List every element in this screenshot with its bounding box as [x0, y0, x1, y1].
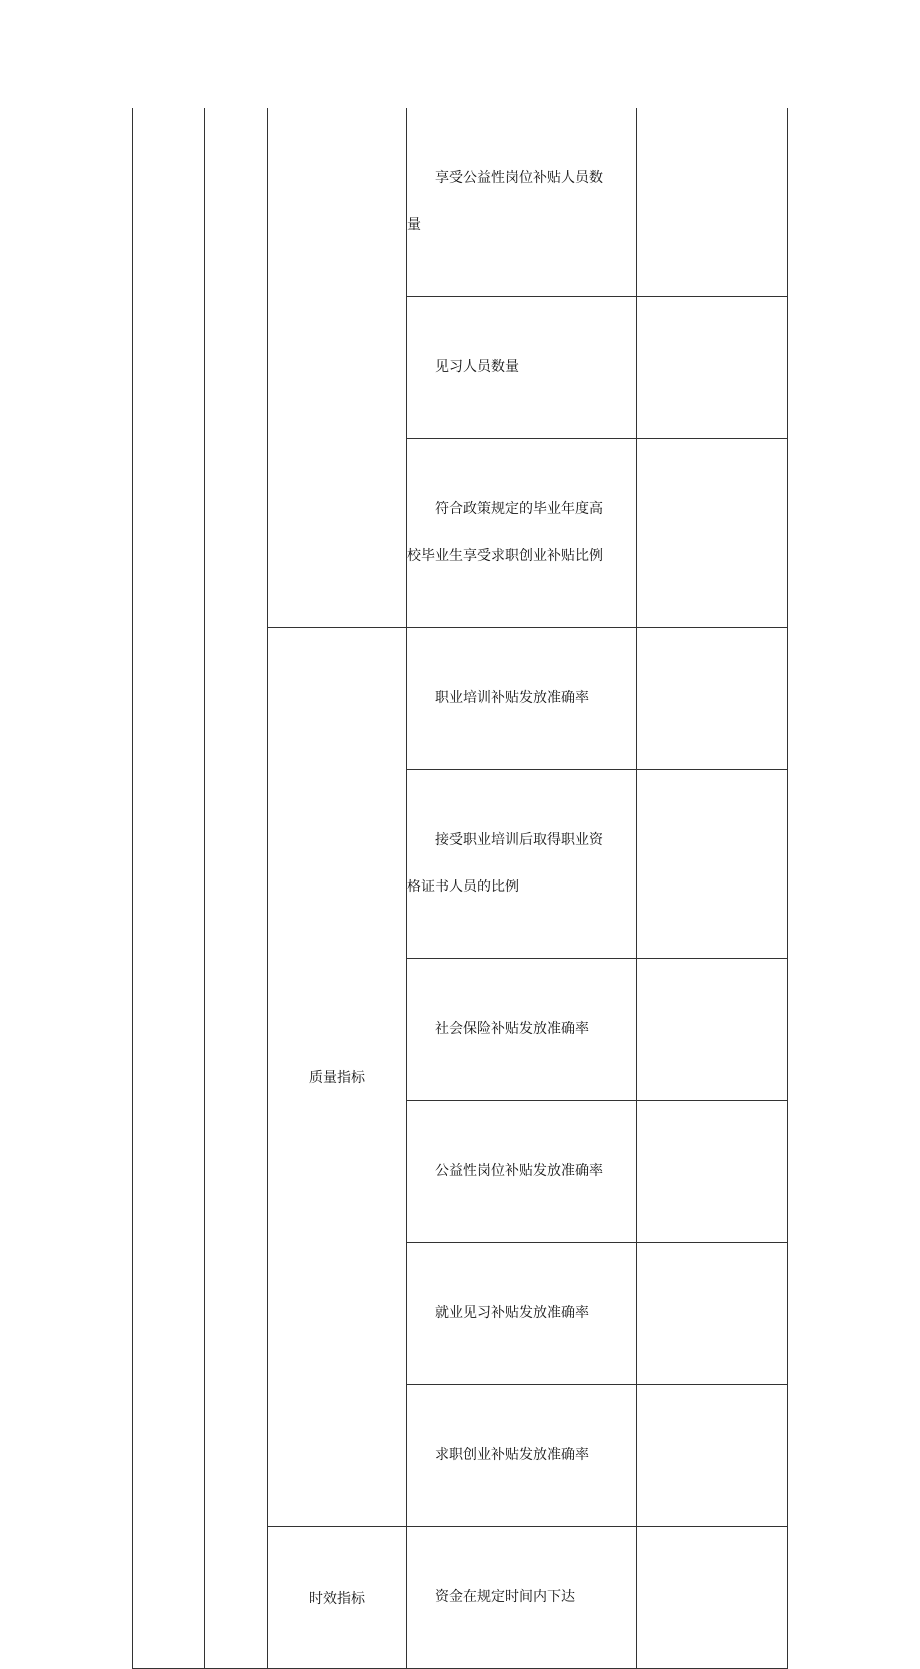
indicator-cell [407, 439, 637, 628]
indicator-text: 资金在规定时间内下达 [407, 1589, 575, 1605]
value-cell [637, 959, 788, 1101]
category-label: 时效指标 [309, 1590, 365, 1607]
outer-category-cell [133, 108, 205, 1669]
value-cell [637, 1385, 788, 1527]
indicator-cell [407, 108, 637, 297]
value-cell [637, 108, 788, 297]
indicator-cell [407, 628, 637, 770]
indicator-cell [407, 770, 637, 959]
indicator-cell [407, 1385, 637, 1527]
indicator-text: 见习人员数量 [407, 359, 519, 375]
quality-category-cell [268, 628, 407, 1527]
indicator-text: 享受公益性岗位补贴人员数量 [407, 170, 603, 233]
indicator-text: 就业见习补贴发放准确率 [407, 1305, 589, 1321]
sub-category-cell [205, 108, 268, 1669]
indicator-cell [407, 1243, 637, 1385]
value-cell [637, 1243, 788, 1385]
quantity-category-cell [268, 108, 407, 628]
indicator-table [132, 108, 788, 1669]
value-cell [637, 1527, 788, 1669]
indicator-text: 社会保险补贴发放准确率 [407, 1021, 589, 1037]
value-cell [637, 628, 788, 770]
timeliness-category-cell [268, 1527, 407, 1669]
category-label: 质量指标 [309, 1070, 365, 1086]
indicator-text: 符合政策规定的毕业年度高校毕业生享受求职创业补贴比例 [407, 501, 603, 564]
value-cell [637, 1101, 788, 1243]
indicator-text: 求职创业补贴发放准确率 [407, 1447, 589, 1463]
indicator-cell [407, 959, 637, 1101]
value-cell [637, 297, 788, 439]
value-cell [637, 439, 788, 628]
value-cell [637, 770, 788, 959]
indicator-text: 职业培训补贴发放准确率 [407, 690, 589, 706]
indicator-cell [407, 1101, 637, 1243]
indicator-text: 公益性岗位补贴发放准确率 [407, 1163, 603, 1179]
indicator-cell [407, 297, 637, 439]
indicator-cell [407, 1527, 637, 1669]
table-row [133, 108, 788, 297]
indicator-text: 接受职业培训后取得职业资格证书人员的比例 [407, 832, 603, 895]
